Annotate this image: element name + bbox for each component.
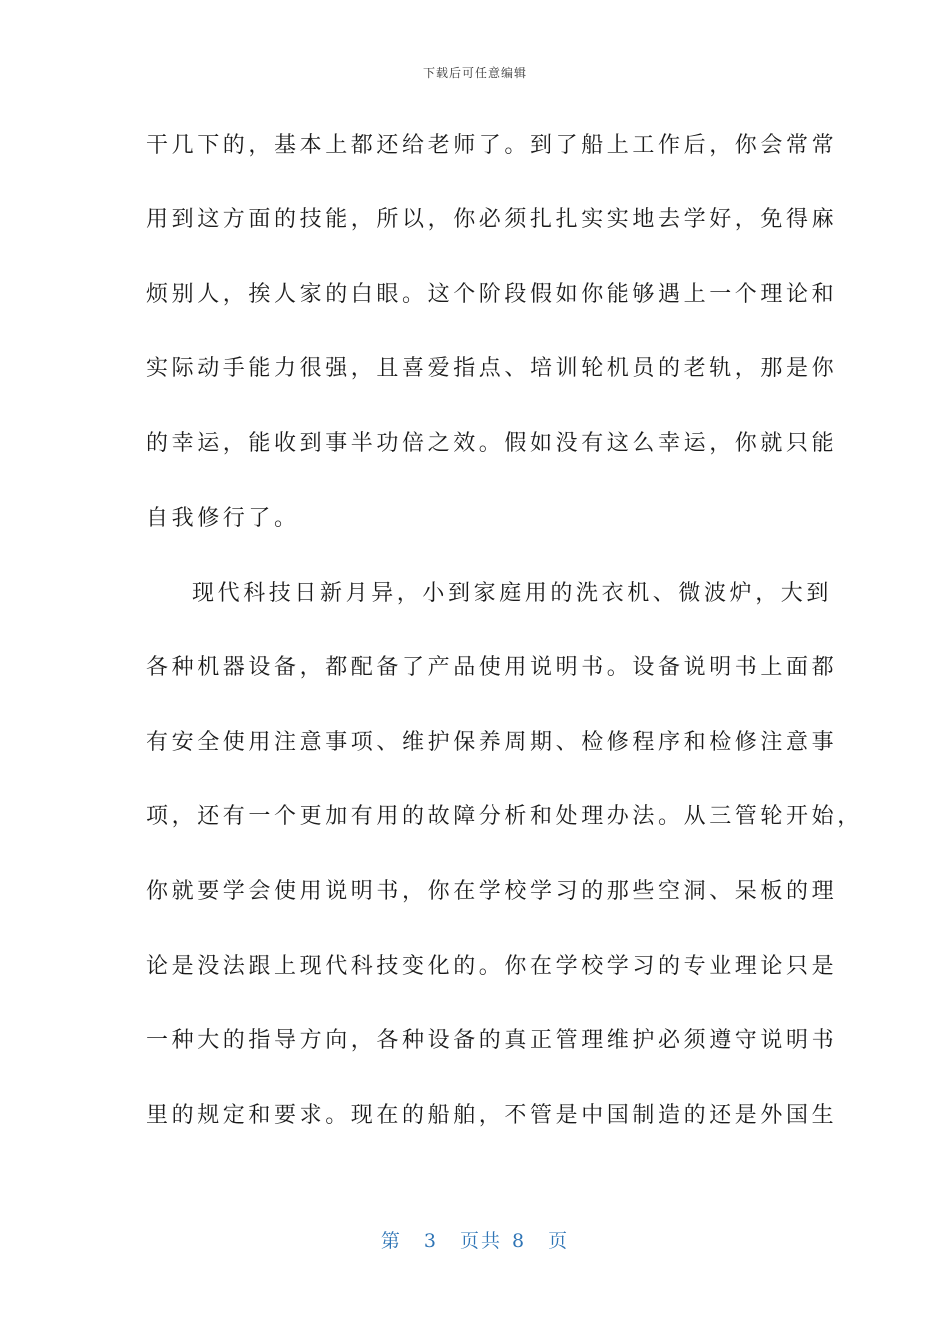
page-number-footer [0,1226,950,1253]
paragraph-first-line: 现代科技日新月异，小到家庭用的洗衣机、微波炉，大到 [192,581,833,606]
text-line: 的幸运，能收到事半功倍之效。假如没有这么幸运，你就只能 [146,431,838,456]
text-line: 项，还有一个更加有用的故障分析和处理办法。从三管轮开始， [146,804,863,829]
text-line: 有安全使用注意事项、维护保养周期、检修程序和检修注意事 [146,730,838,755]
text-line: 自我修行了。 [146,506,300,531]
text-line: 实际动手能力很强，且喜爱指点、培训轮机员的老轨，那是你 [146,356,838,381]
text-line: 干几下的，基本上都还给老师了。到了船上工作后，你会常常 [146,133,838,158]
footer-suffix: 页 [548,1230,570,1252]
text-line: 各种机器设备，都配备了产品使用说明书。设备说明书上面都 [146,655,838,680]
current-page-number: 3 [423,1230,438,1252]
footer-middle: 页共 [459,1230,502,1252]
page-header-note: 下载后可任意编辑 [422,66,527,80]
text-line: 用到这方面的技能，所以，你必须扎扎实实地去学好，免得麻 [146,207,838,232]
total-pages-number: 8 [512,1230,527,1252]
text-line: 论是没法跟上现代科技变化的。你在学校学习的专业理论只是 [146,954,838,979]
text-line: 你就要学会使用说明书，你在学校学习的那些空洞、呆板的理 [146,879,838,904]
text-line: 里的规定和要求。现在的船舶，不管是中国制造的还是外国生 [146,1103,838,1128]
footer-prefix: 第 [380,1230,402,1252]
text-line: 一种大的指导方向，各种设备的真正管理维护必须遵守说明书 [146,1028,838,1053]
text-line: 烦别人，挨人家的白眼。这个阶段假如你能够遇上一个理论和 [146,282,838,307]
